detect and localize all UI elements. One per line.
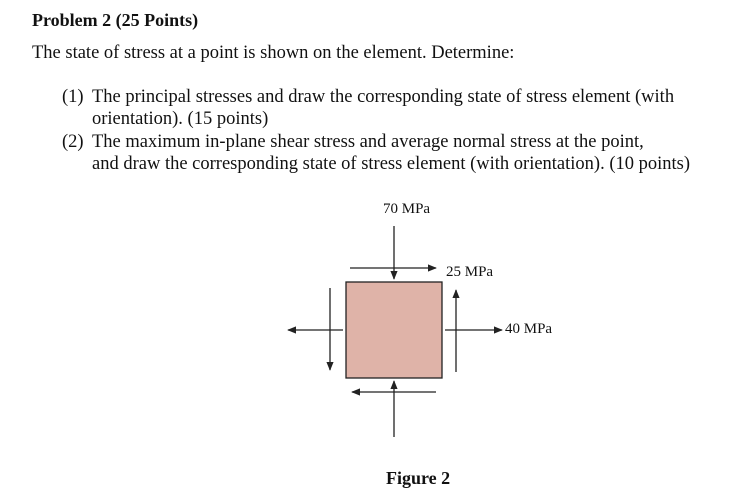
normal-stress-x-label: 40 MPa: [505, 321, 553, 337]
shear-stress-label: 25 MPa: [446, 264, 494, 280]
problem-title: Problem 2 (25 Points): [32, 10, 199, 30]
question-number: (1): [62, 87, 84, 107]
question-text-line: The maximum in-plane shear stress and average normal stress at the point,: [92, 132, 644, 152]
stress-element-square: [346, 282, 442, 378]
problem-intro: The state of stress at a point is shown on the element. Determine:: [32, 43, 515, 63]
question-text-line: orientation). (15 points): [92, 109, 269, 129]
question-text-line: The principal stresses and draw the corresponding state of stress element (with: [92, 87, 675, 107]
normal-stress-y-label: 70 MPa: [383, 201, 431, 217]
question-number: (2): [62, 132, 84, 152]
figure-caption: Figure 2: [386, 468, 451, 488]
question-text-line: and draw the corresponding state of stress element (with orientation). (10 points): [92, 154, 691, 174]
